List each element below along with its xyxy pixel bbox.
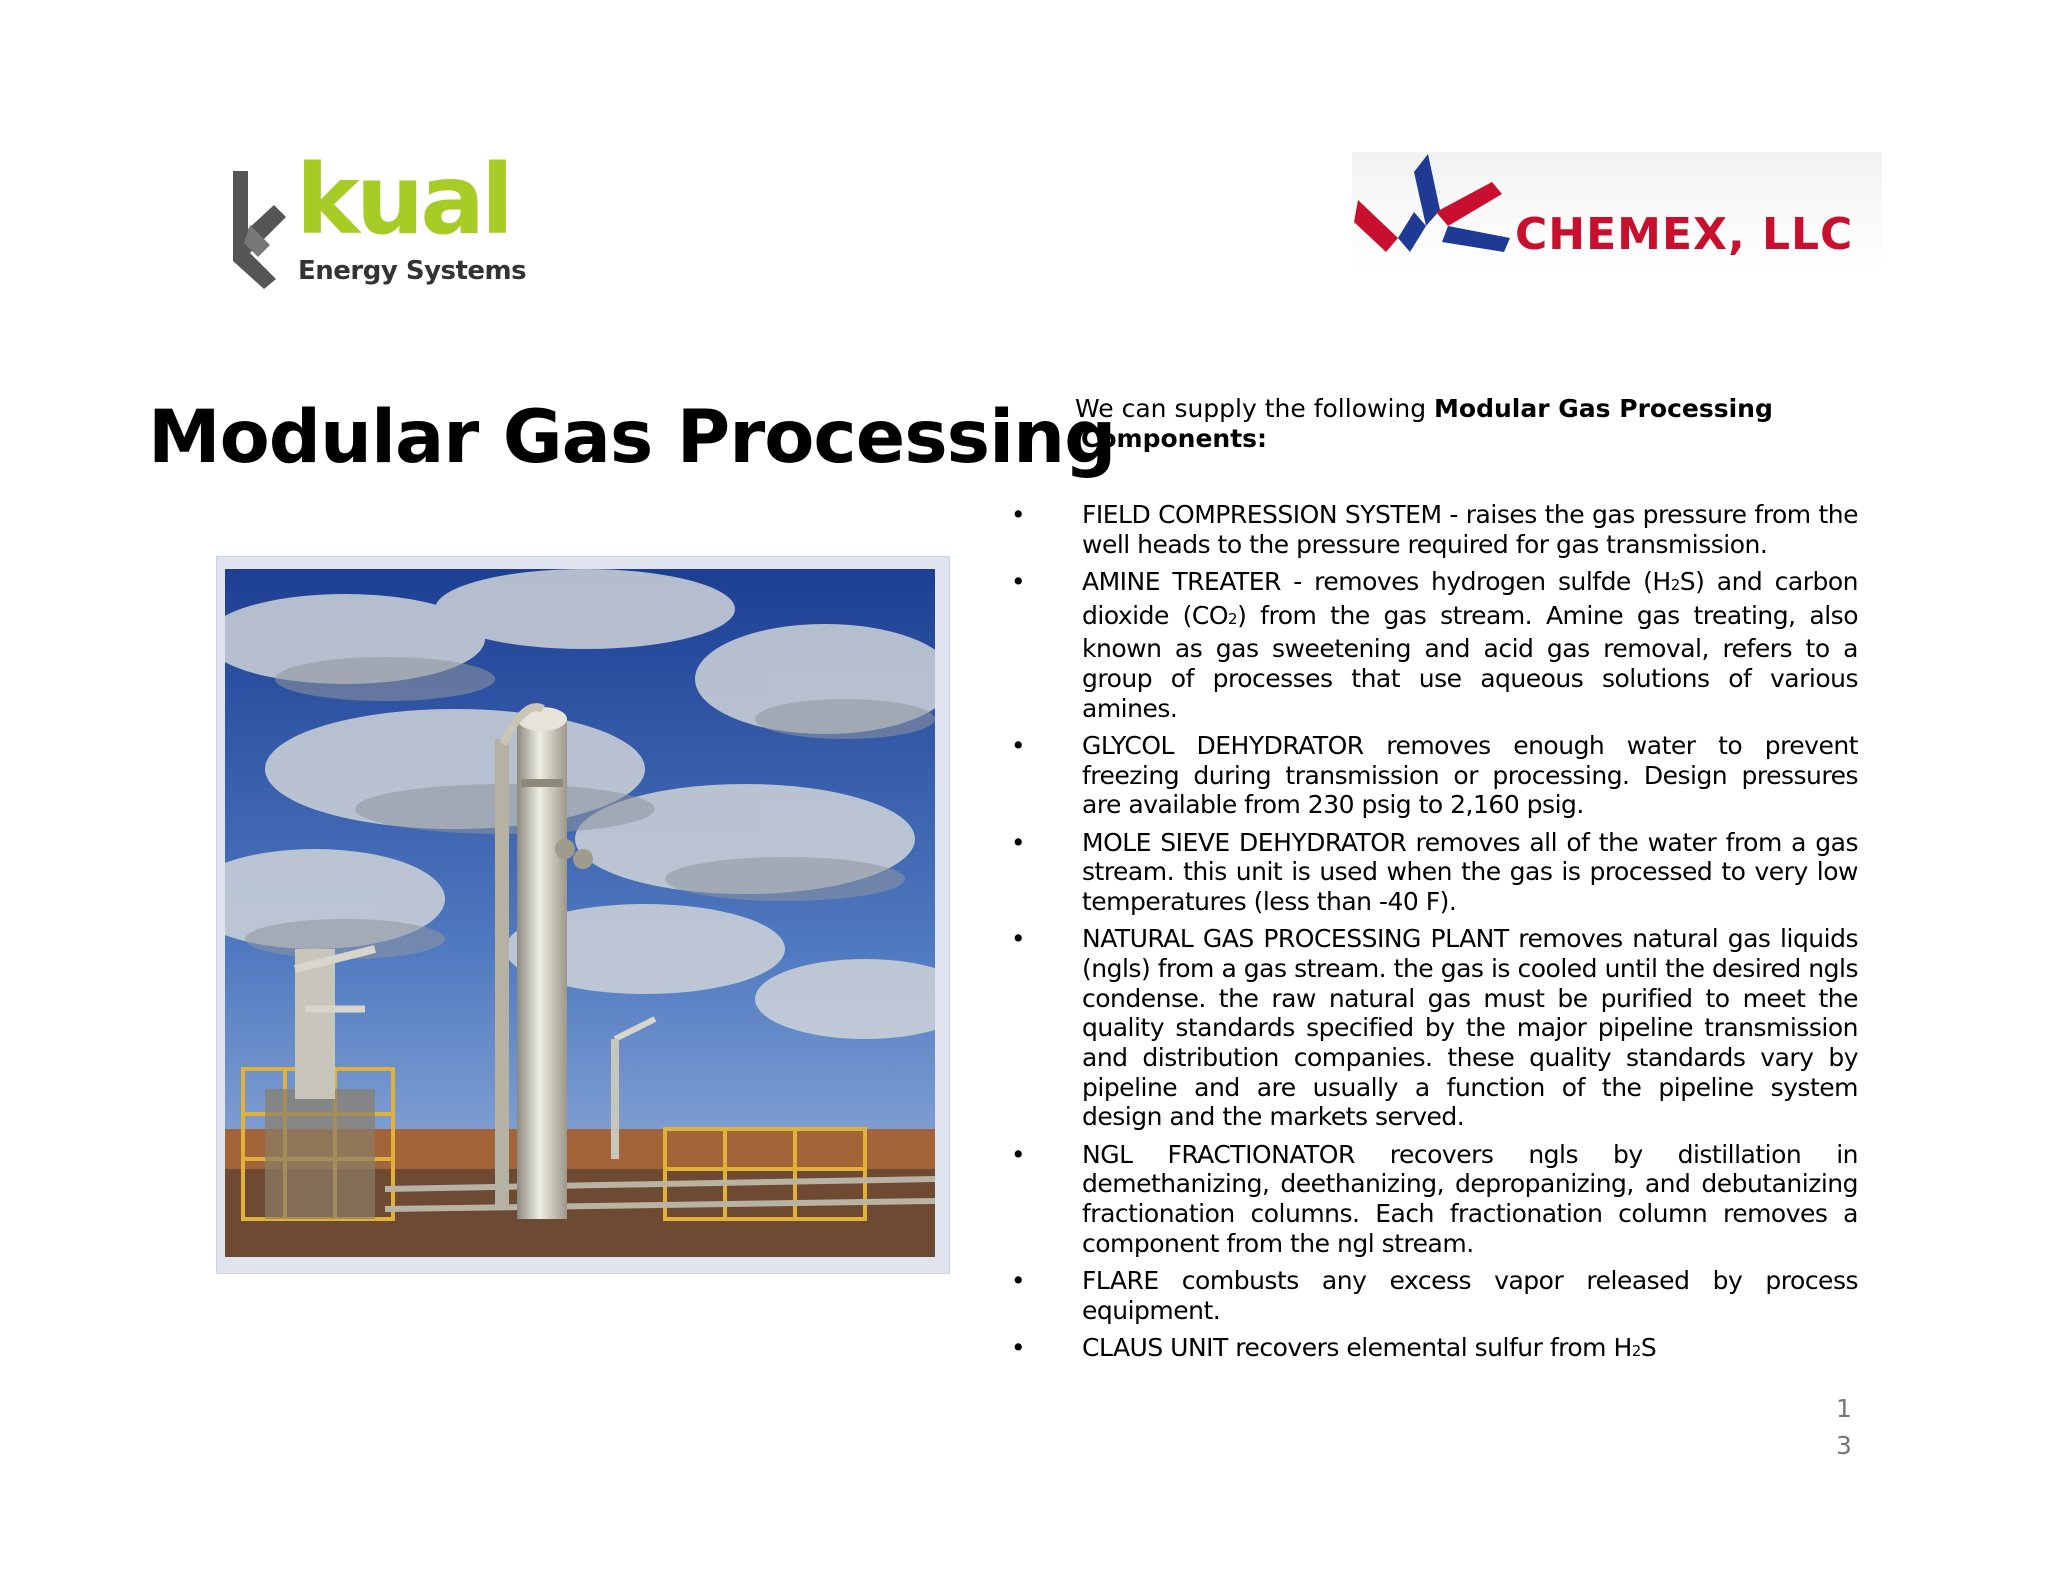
chemex-logo-mark <box>1352 152 1522 272</box>
components-list <box>1006 500 1858 1374</box>
list-item-text: ) from the gas stream. Amine gas treating, also known as gas sweetening and acid gas removal, refers to a group of processes that use aqueous solutions of various amines. <box>1082 600 1858 723</box>
list-item-text: S <box>1640 1332 1657 1362</box>
gas-plant-photo <box>225 569 935 1257</box>
page-title: Modular Gas Processing <box>148 395 1116 480</box>
photo-frame <box>216 556 950 1274</box>
list-item <box>1006 1266 1858 1325</box>
list-item-text: GLYCOL DEHYDRATOR removes enough water to prevent freezing during transmission or processing. Design pressures are available from 230 psig to 2,160 psig. <box>1082 730 1858 820</box>
list-item <box>1006 1140 1858 1259</box>
intro-bold-2: Components: <box>1081 424 1268 453</box>
list-item <box>1006 731 1858 820</box>
kual-logo-wordmark: kual <box>296 144 510 256</box>
subscript: 2 <box>1631 1341 1641 1360</box>
gas-plant-illustration <box>225 569 935 1257</box>
bullet-glyph: • <box>1010 827 1026 857</box>
list-item-text: S) and carbon dioxide (CO <box>1082 566 1858 630</box>
chemex-logo-wordmark: CHEMEX, LLC <box>1515 209 1854 260</box>
list-item-text: NGL FRACTIONATOR recovers ngls by distillation in demethanizing, deethanizing, depropanizing, and debutanizing fractionation columns. Each fractionation column removes a component from the ngl stream. <box>1082 1139 1858 1258</box>
list-item <box>1006 567 1858 724</box>
bullet-glyph: • <box>1010 1139 1026 1169</box>
list-item-text: CLAUS UNIT recovers elemental sulfur from H <box>1082 1332 1632 1362</box>
bullet-glyph: • <box>1010 924 1026 954</box>
bullet-glyph: • <box>1010 566 1026 596</box>
list-item <box>1006 924 1858 1132</box>
subscript: 2 <box>1228 609 1238 628</box>
page-number <box>1832 1390 1856 1464</box>
list-item <box>1006 500 1858 559</box>
intro-bold-1: Modular Gas Processing <box>1434 394 1773 423</box>
page-number-line-2: 3 <box>1836 1431 1852 1460</box>
page-number-line-1: 1 <box>1836 1394 1852 1423</box>
subscript: 2 <box>1670 575 1680 594</box>
list-item-text: NATURAL GAS PROCESSING PLANT removes natural gas liquids (ngls) from a gas stream. the gas is cooled until the desired ngls condense. the raw natural gas must be purified to meet the quality standards specified by the major pipeline transmission and distribution companies. these quality standards vary by pipeline and are usually a function of the pipeline system design and the markets served. <box>1082 924 1858 1132</box>
kual-logo-tagline: Energy Systems <box>298 256 527 286</box>
list-item-text: FLARE combusts any excess vapor released by process equipment. <box>1082 1265 1858 1325</box>
bullet-glyph: • <box>1010 500 1026 529</box>
list-item-text: MOLE SIEVE DEHYDRATOR removes all of the water from a gas stream. this unit is used when the gas is processed to very low temperatures (less than -40 F). <box>1082 827 1858 916</box>
list-item <box>1006 1333 1858 1367</box>
list-item-text: FIELD COMPRESSION SYSTEM - raises the gas pressure from the well heads to the pressure required for gas transmission. <box>1082 500 1858 559</box>
intro-prefix: We can supply the following <box>1075 394 1435 423</box>
bullet-glyph: • <box>1010 1332 1026 1362</box>
bullet-glyph: • <box>1010 730 1026 760</box>
intro-text <box>1075 394 1875 454</box>
bullet-glyph: • <box>1010 1265 1026 1295</box>
list-item <box>1006 828 1858 917</box>
list-item-text: AMINE TREATER - removes hydrogen sulfde (H <box>1082 566 1671 596</box>
